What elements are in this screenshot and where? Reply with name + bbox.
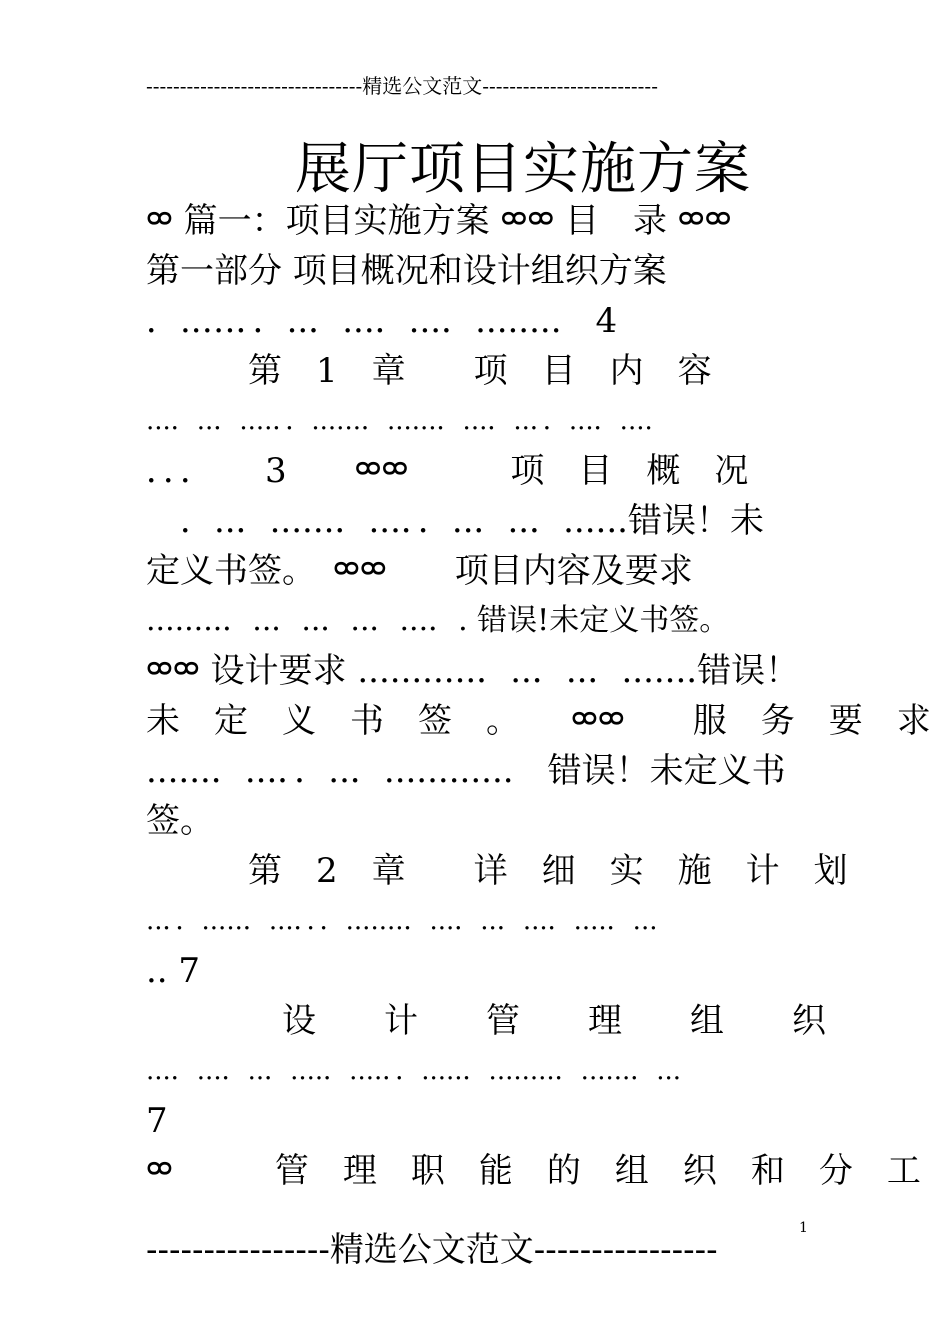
toc-line: ...．..．....．．......．......．...．..．．...．.... (146, 406, 653, 436)
toc-line: ．．． 3 ᢁᢁ 项 目 概 况 (146, 451, 749, 491)
toc-line: .. 7 (146, 951, 201, 991)
toc-line: ᢁᢁ 设计要求 ...........．..．..．.......错误！ (146, 651, 800, 691)
toc-line: 定义书签。 ᢁᢁ 项目内容及要求 (146, 551, 693, 591)
toc-line: ..．．.....．...．．．.......．...．..．...．....．... (146, 906, 658, 936)
toc-line: ........．..．..．..．...．. 错误!未定义书签。 (146, 603, 730, 638)
toc-line: ．..．......．...．．..．..．......错误！未 (146, 501, 764, 541)
toc-line: ......．...．．..．............ 错误！未定义书 (146, 751, 786, 791)
page-header: --------------------------------精选公文范文-------------------------- (146, 74, 658, 98)
document-title: 展厅项目实施方案 (295, 137, 751, 202)
page-footer: ----------------精选公文范文---------------- (146, 1230, 718, 1270)
toc-line: 第一部分 项目概况和设计组织方案 (146, 251, 667, 291)
toc-line: 设 计 管 理 组 织 (146, 1001, 826, 1041)
page-number: 1 (799, 1220, 808, 1236)
toc-line: ᢁ 管 理 职 能 的 组 织 和 分 工 (146, 1151, 921, 1191)
toc-line: 7 (146, 1101, 168, 1141)
toc-line: 第 1 章 项 目 内 容 (146, 351, 712, 391)
toc-line: ．..…．．..．...．...．........ 4 (146, 301, 618, 341)
toc-line: 未 定 义 书 签 。 ᢁᢁ 服 务 要 求 (146, 701, 931, 741)
toc-line: 第 2 章 详 细 实 施 计 划 (146, 851, 848, 891)
toc-line: ᢁ 篇一：项目实施方案 ᢁᢁ 目 录 ᢁᢁ (146, 201, 732, 241)
toc-line: ...．...．..．....．....．．.....．........．......．... (146, 1056, 682, 1086)
toc-line: 签。 (146, 801, 214, 841)
